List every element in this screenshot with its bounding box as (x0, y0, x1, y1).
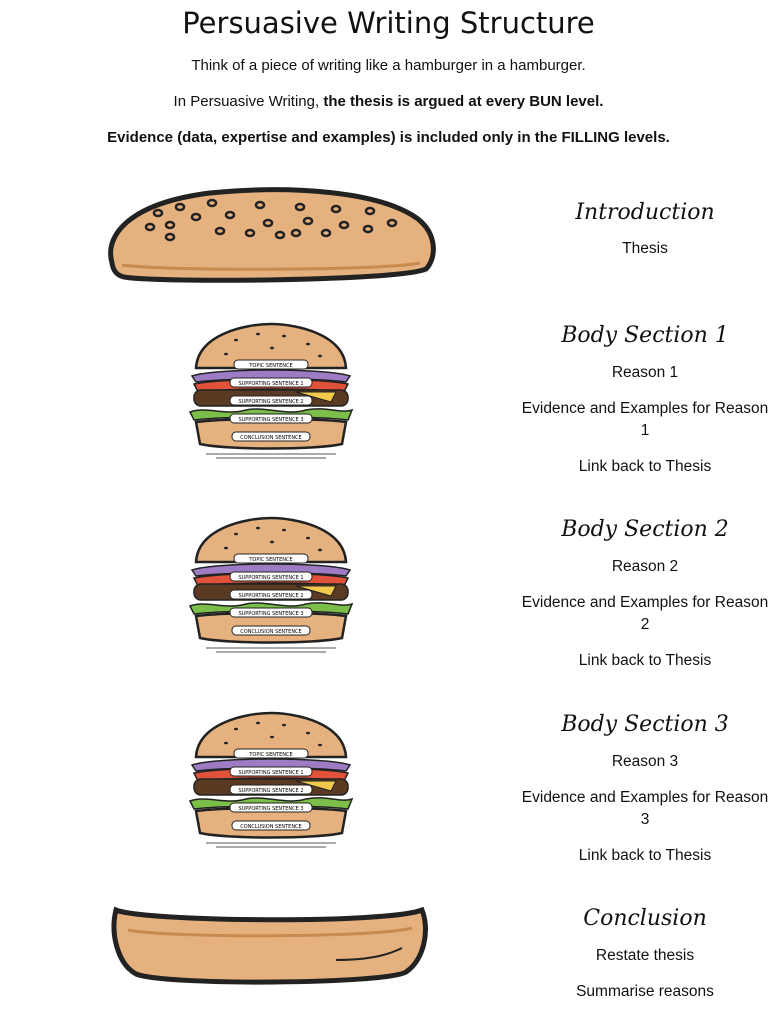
label-topic-sentence: TOPIC SENTENCE (249, 557, 293, 563)
section-item: Link back to Thesis (578, 847, 712, 864)
label-conclusion-sentence: CONCLUSION SENTENCE (240, 629, 302, 635)
intro-line-3: Evidence (data, expertise and examples) is included only in the FILLING levels. (107, 129, 670, 146)
intro-line-2 (0, 93, 777, 110)
label-supporting-1: SUPPORTING SENTENCE 1 (238, 381, 304, 387)
label-supporting-3: SUPPORTING SENTENCE 3 (238, 806, 304, 812)
section-heading: Body Section 2 (561, 517, 729, 542)
intro-line-2-bold: the thesis is argued at every BUN level. (323, 93, 604, 110)
section-item: Thesis (622, 240, 668, 257)
section-item: Restate thesis (595, 947, 695, 964)
section-body-2 (520, 517, 770, 672)
label-topic-sentence: TOPIC SENTENCE (249, 363, 293, 369)
bottom-bun-image (106, 900, 432, 988)
top-bun-image (100, 185, 440, 287)
burger-image-1 (186, 322, 356, 460)
section-item: Evidence and Examples for Reason 2 (521, 594, 769, 633)
intro-line-1: Think of a piece of writing like a hamburger in a hamburger. (191, 57, 586, 74)
burger-image-2 (186, 516, 356, 654)
label-conclusion-sentence: CONCLUSION SENTENCE (240, 824, 302, 830)
section-body-3 (520, 712, 770, 867)
section-heading: Conclusion (583, 906, 707, 931)
label-supporting-2: SUPPORTING SENTENCE 2 (238, 593, 304, 599)
label-supporting-3: SUPPORTING SENTENCE 3 (238, 611, 304, 617)
section-item: Evidence and Examples for Reason 1 (521, 400, 769, 439)
intro-line-2-plain: In Persuasive Writing, (173, 93, 324, 110)
label-topic-sentence: TOPIC SENTENCE (249, 752, 293, 758)
page-title: Persuasive Writing Structure (182, 6, 595, 40)
burger-image-3 (186, 711, 356, 849)
section-introduction (520, 200, 770, 260)
bottom-bun-shape (114, 910, 425, 982)
section-conclusion (520, 906, 770, 1003)
section-heading: Body Section 1 (561, 323, 729, 348)
section-item: Summarise reasons (576, 983, 714, 1000)
section-heading: Body Section 3 (561, 712, 729, 737)
label-supporting-1: SUPPORTING SENTENCE 1 (238, 770, 304, 776)
label-supporting-1: SUPPORTING SENTENCE 1 (238, 575, 304, 581)
section-body-1 (520, 323, 770, 478)
section-item: Link back to Thesis (578, 458, 712, 475)
label-conclusion-sentence: CONCLUSION SENTENCE (240, 435, 302, 441)
label-supporting-2: SUPPORTING SENTENCE 2 (238, 399, 304, 405)
section-item: Reason 1 (611, 364, 679, 381)
section-item: Reason 3 (611, 753, 679, 770)
section-heading: Introduction (575, 200, 715, 225)
section-item: Evidence and Examples for Reason 3 (521, 789, 769, 828)
label-supporting-2: SUPPORTING SENTENCE 2 (238, 788, 304, 794)
section-item: Link back to Thesis (578, 652, 712, 669)
section-item: Reason 2 (611, 558, 679, 575)
label-supporting-3: SUPPORTING SENTENCE 3 (238, 417, 304, 423)
